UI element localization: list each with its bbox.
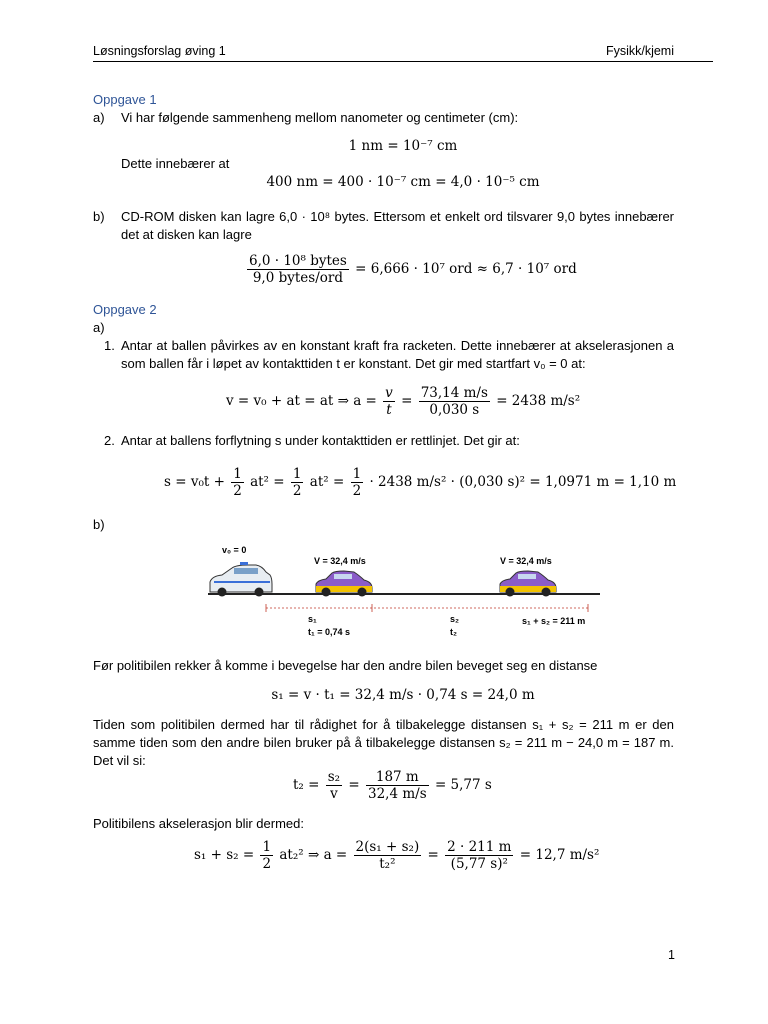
equation-result: = 2438 m/s² <box>496 393 581 409</box>
fraction-numerator: v <box>385 385 393 401</box>
paragraph-2: Tiden som politibilen dermed har til rådighet for å tilbakelegge distansen s₁ + s₂ = 211 m er den samme tiden som den andre bilen bruker på å tilbakelegge distansen s₂ = 211 m − 24,0 m = 187 m. Det vil si: <box>93 717 674 768</box>
paragraph-1: Før politibilen rekker å komme i bevegelse har den andre bilen beveget seg en distanse <box>93 658 598 673</box>
fraction-half <box>231 466 244 499</box>
v1-label: V = 32,4 m/s <box>314 556 366 566</box>
oppgave1-a-text2: Dette innebærer at <box>121 156 230 171</box>
header-right: Fysikk/kjemi <box>605 44 674 58</box>
equation-nm-cm: 1 nm = 10⁻⁷ cm <box>348 138 458 154</box>
fraction-numerator: 73,14 m/s <box>420 385 488 401</box>
t2-label: t₂ <box>450 627 457 637</box>
fraction-numerator: 2 · 211 m <box>447 839 512 855</box>
oppgave2-heading: Oppgave 2 <box>93 302 157 317</box>
fraction-numerator: 2(s₁ + s₂) <box>355 839 420 855</box>
equation-part: s₁ + s₂ = <box>194 847 255 863</box>
equation-result: = 5,77 s <box>434 777 492 793</box>
equation-displacement <box>164 466 676 499</box>
fraction-bytes <box>247 253 349 286</box>
fraction-denominator: 2 <box>262 856 272 872</box>
fraction-numerator: s₂ <box>327 769 341 785</box>
fraction-denominator: 2 <box>352 483 362 499</box>
fraction-numerator: 1 <box>292 466 302 482</box>
list-item-text-2: Antar at ballens forflytning s under kontakttiden er rettlinjet. Det gir at: <box>121 433 520 448</box>
equation-400nm: 400 nm = 400 · 10⁻⁷ cm = 4,0 · 10⁻⁵ cm <box>266 174 540 190</box>
oppgave1-heading: Oppgave 1 <box>93 92 157 107</box>
oppgave2-b-label: b) <box>93 517 105 532</box>
oppgave1-b-text: CD-ROM disken kan lagre 6,0 · 10⁸ bytes. Ettersom et enkelt ord tilsvarer 9,0 bytes innebærer det at disken kan lagre <box>121 209 674 242</box>
fraction-half <box>260 839 273 872</box>
oppgave1-a-text: Vi har følgende sammenheng mellom nanometer og centimeter (cm): <box>121 110 519 125</box>
fraction-denominator: t₂² <box>379 856 396 872</box>
equation-result: = 12,7 m/s² <box>519 847 600 863</box>
fraction-denominator: 2 <box>233 483 242 499</box>
list-item-number-1: 1. <box>104 338 115 353</box>
equation-t2: t₂ = $\frac{\text{s₂}}{v}$ = $\frac{187 m}{32,4 m/s}$ = 5,77 s <box>293 769 492 802</box>
header-left: Løsningsforslag øving 1 <box>93 44 226 58</box>
oppgave1-a-label: a) <box>93 110 105 125</box>
equation-result: · 2438 m/s² · (0,030 s)² = 1,0971 m = 1,10 m <box>369 474 677 490</box>
fraction-denominator: 0,030 s <box>429 402 480 418</box>
fraction-numerator: 6,0 · 10⁸ bytes <box>249 253 347 269</box>
equation-s1: s₁ = v · t₁ = 32,4 m/s · 0,74 s = 24,0 m <box>271 687 535 703</box>
fraction-values <box>445 839 513 872</box>
equation-result: = 6,666 · 10⁷ ord ≈ 6,7 · 10⁷ ord <box>355 261 577 277</box>
s1-label: s₁ <box>308 614 317 624</box>
equation-part: at² = <box>309 474 345 490</box>
v0-label: v₀ = 0 <box>222 545 247 555</box>
car-chase-figure <box>204 538 604 642</box>
equation-part: at₂² ⇒ a = <box>279 847 348 863</box>
paragraph-3: Politibilens akselerasjon blir dermed: <box>93 816 304 831</box>
t1-label: t₁ = 0,74 s <box>308 627 350 637</box>
purple-car-2 <box>500 571 556 597</box>
fraction-denominator: 32,4 m/s <box>368 786 427 802</box>
fraction-half <box>351 466 364 499</box>
fraction-v-t <box>383 385 395 418</box>
fraction-numerator: 1 <box>352 466 362 482</box>
fraction-denominator: 9,0 bytes/ord <box>252 270 343 286</box>
fraction-denominator: (5,77 s)² <box>450 856 508 872</box>
page-number: 1 <box>668 948 675 962</box>
equation-part: v = v₀ + at = at ⇒ a = <box>226 393 377 409</box>
fraction-half <box>291 466 304 499</box>
fraction-numerator: 1 <box>233 466 242 482</box>
sum-label: s₁ + s₂ = 211 m <box>522 616 586 626</box>
purple-car-1 <box>316 571 372 597</box>
fraction-sum-t2 <box>354 839 422 872</box>
fraction-s2-v <box>326 769 342 802</box>
equation-police-acceleration: s₁ + s₂ = $\frac{1}{2}$ at₂² ⇒ a = $\frac{\text{2(s₁ + s₂)}}{\text{t₂²}}$ = $\frac{2 \cdot 211 m}{\text{(5,77 s)²}}$ = 12,7 m/s² <box>194 839 600 872</box>
fraction-denominator: 2 <box>292 483 302 499</box>
v2-label: V = 32,4 m/s <box>500 556 552 566</box>
equation-acceleration: v = v₀ + at = at ⇒ a = $\frac{v}{t}$ = $\frac{73,14 m/s}{0,030 s}$ = 2438 m/s² <box>226 385 581 418</box>
list-item-text-1: Antar at ballen påvirkes av en konstant kraft fra racketen. Dette innebærer at akselerasjonen a som ballen får i løpet av kontakttiden t er konstant. Det gir med startfart v₀ = 0 at: <box>121 338 674 371</box>
equation-part: at² = <box>250 474 285 490</box>
header-rule <box>93 61 713 62</box>
fraction-values <box>419 385 490 418</box>
fraction-numerator: 1 <box>262 839 272 855</box>
list-item-number-2: 2. <box>104 433 115 448</box>
oppgave1-b-label: b) <box>93 209 105 224</box>
police-car <box>210 562 272 597</box>
equation-part: s = v₀t + <box>164 474 225 490</box>
equation-part: t₂ = <box>293 777 320 793</box>
siren-icon <box>240 562 248 565</box>
equation-bytes <box>245 253 577 286</box>
s2-label: s₂ <box>450 614 460 624</box>
fraction-numerator: 187 m <box>366 769 429 786</box>
fraction-denominator: t <box>386 402 392 418</box>
oppgave2-a-label: a) <box>93 320 105 335</box>
fraction-denominator: v <box>330 786 338 802</box>
fraction-values <box>366 769 429 802</box>
